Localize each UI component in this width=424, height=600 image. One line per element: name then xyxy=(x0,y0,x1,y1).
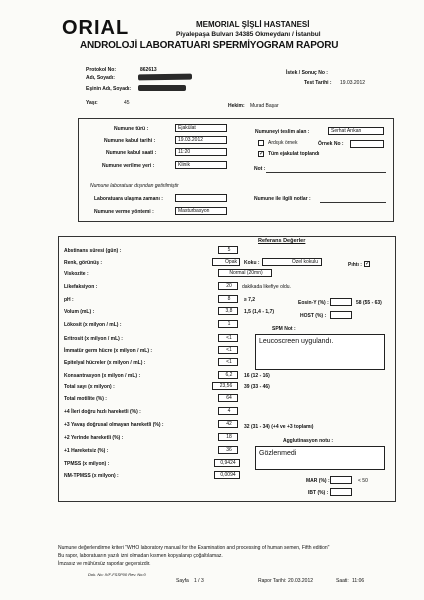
concentration-label: Konsantrasyon (x milyon / mL) : xyxy=(64,373,141,379)
sample-type-field: Ejakülat xyxy=(175,124,227,132)
total-count-field: 23,56 xyxy=(212,382,238,390)
test-date-label: Test Tarihi : xyxy=(304,80,332,86)
clot-checkbox: ✓ xyxy=(365,261,371,267)
doctor-label: Hekim: xyxy=(228,103,245,109)
progressive4-label: +4 İleri doğru hızlı hareketli (%) : xyxy=(64,409,141,415)
odor-field: Özel kokulu xyxy=(262,258,322,266)
hospital-address: Piyalepaşa Bulvarı 34385 Okmeydanı / İstanbul xyxy=(176,31,321,38)
given-form-label: Numune verme yöntemi : xyxy=(94,209,154,215)
total-motility-field: 64 xyxy=(218,394,238,402)
spm-note-field: Leucoscreen uygulandı. xyxy=(255,334,385,370)
odor-label: Koku : xyxy=(244,260,260,266)
accept-date-label: Numune kabul tarihi : xyxy=(104,138,156,144)
accept-date-field: 19.03.2012 xyxy=(175,136,227,144)
mar-field xyxy=(330,476,352,484)
eosin-ref: 58 (55 - 63) xyxy=(356,300,382,306)
redacted-spouse-name xyxy=(138,85,186,91)
agglutination-label: Agglutinasyon notu : xyxy=(283,438,333,444)
immotile-field: 36 xyxy=(218,446,238,454)
host-field xyxy=(330,311,352,319)
accept-time-field: 11:20 xyxy=(175,148,227,156)
hospital-logo: ORIAL xyxy=(62,17,130,39)
given-form-field: Masturbasyon xyxy=(175,207,227,215)
redacted-patient-name xyxy=(138,74,192,81)
footer-page-label: Sayfa xyxy=(176,578,189,584)
accept-time-label: Numune kabul saati : xyxy=(106,150,157,156)
receiver-label: Numuneyi teslim alan : xyxy=(255,129,310,135)
given-place-label: Numune verilme yeri : xyxy=(102,163,155,169)
progressive3-field: 42 xyxy=(218,420,238,428)
footer-signature-notice: İmzasız ve mühürsüz raporlar geçersizdir. xyxy=(58,561,151,567)
total-count-ref: 39 (33 - 46) xyxy=(244,384,270,390)
volume-ref: 1,5 (1,4 - 1,7) xyxy=(244,309,275,315)
viscosity-field: Normal (20mn) xyxy=(218,269,272,277)
volume-label: Volum (mL) : xyxy=(64,309,95,315)
note-label: Not : xyxy=(254,166,266,172)
concentration-field: 6,2 xyxy=(218,371,238,379)
footer-copy-notice: Bu rapor, laboratuarın yazılı izni olmadan kısmen kopyalanıp çoğaltılamaz. xyxy=(58,553,223,559)
nmtpmss-label: NM-TPMSS (x milyon) : xyxy=(64,473,119,479)
abstinence-field: 5 xyxy=(218,246,238,254)
immature-label: İmmatür germ hücre (x milyon / mL) : xyxy=(64,348,153,354)
sample-no-label: Örnek No : xyxy=(318,141,344,147)
inplace-field: 18 xyxy=(218,433,238,441)
sequential-label: Ardışık örnek xyxy=(268,140,298,146)
footer-report-date-value: 20.03.2012 xyxy=(288,578,314,584)
name-label: Adı, Soyadı: xyxy=(86,75,115,81)
arrival-time-field xyxy=(175,194,227,202)
spouse-label: Eşinin Adı, Soyadı: xyxy=(86,86,132,92)
leukocyte-field: 1 xyxy=(218,320,238,328)
immature-field: <1 xyxy=(218,346,238,354)
age-label: Yaşı: xyxy=(86,100,98,106)
ph-field: 8 xyxy=(218,295,238,303)
volume-field: 3,8 xyxy=(218,307,238,315)
total-motility-label: Total motilite (%) : xyxy=(64,396,107,402)
eosin-label: Eosin-Y (%) : xyxy=(298,300,329,306)
receiver-field: Serhat Arıkan xyxy=(328,127,384,135)
spm-note-label: SPM Not : xyxy=(272,326,296,332)
age-value: 45 xyxy=(124,100,130,106)
ph-label: pH : xyxy=(64,297,74,303)
note-line xyxy=(266,172,386,173)
clot-label: Pıhtı : xyxy=(348,262,362,268)
footer-report-date-label: Rapor Tarihi: xyxy=(258,578,287,584)
footer-page-value: 1 / 3 xyxy=(194,578,204,584)
progressive3-label: +3 Yavaş doğrusal olmayan hareketli (%) : xyxy=(64,422,164,428)
eosin-field xyxy=(330,298,352,306)
sample-note-label: Numune ile ilgili notlar : xyxy=(254,196,311,202)
color-field: Opak xyxy=(212,258,240,266)
erythrocyte-label: Eritrosit (x milyon / mL) : xyxy=(64,336,123,342)
host-label: HOST (%) : xyxy=(300,313,327,319)
epithelial-label: Epitelyal hücreler (x milyon / mL) : xyxy=(64,360,146,366)
sample-no-field xyxy=(350,140,384,148)
hospital-name: MEMORIAL ŞİŞLİ HASTANESİ xyxy=(196,20,310,29)
all-collected-label: Tüm ejakulat toplandı xyxy=(268,151,320,157)
protocol-label: Protokol No: xyxy=(86,67,116,73)
liquefaction-field: 20 xyxy=(218,282,238,290)
protocol-value: 862613 xyxy=(140,67,157,73)
request-label: İstek / Sonuç No : xyxy=(286,70,328,76)
footer-time-value: 11:06 xyxy=(352,578,365,584)
footer-criteria: Numune değerlendirme kriteri "WHO laboratory manual for the Examination and processing of human semen, Fifth edition" xyxy=(58,545,330,551)
viscosity-label: Viskozite : xyxy=(64,271,89,277)
epithelial-field: <1 xyxy=(218,358,238,366)
progressive-ref: 32 (31 - 34) (+4 ve +3 toplamı) xyxy=(244,424,314,430)
mar-label: MAR (%) : xyxy=(306,478,330,484)
abstinence-label: Abstinans süresi (gün) : xyxy=(64,248,122,254)
nmtpmss-field: 0,0094 xyxy=(214,471,240,479)
test-date-value: 19.03.2012 xyxy=(340,80,366,86)
reference-header: Referans Değerler xyxy=(258,238,306,244)
color-label: Renk, görünüş : xyxy=(64,260,103,266)
concentration-ref: 16 (12 - 16) xyxy=(244,373,270,379)
inplace-label: +2 Yerinde hareketli (%) : xyxy=(64,435,124,441)
mar-value: < 50 xyxy=(358,478,368,484)
erythrocyte-field: <1 xyxy=(218,334,238,342)
outside-note: Numune laboratuar dışından getirilmiştir xyxy=(90,183,179,189)
footer-doc-no: Dok. No: IVF-FSSP00 Rev. No:0 xyxy=(88,572,146,577)
ibt-field xyxy=(330,488,352,496)
leukocyte-label: Lökosit (x milyon / mL) : xyxy=(64,322,122,328)
liquefaction-unit: dakikada likefiye oldu. xyxy=(242,284,291,290)
liquefaction-label: Likefaksiyon : xyxy=(64,284,98,290)
sample-note-line xyxy=(320,202,386,203)
doctor-value: Murad Başar xyxy=(250,103,279,109)
footer-time-label: Saati: xyxy=(336,578,349,584)
report-title: ANDROLOJİ LABORATUARI SPERMİYOGRAM RAPORU xyxy=(80,40,339,51)
ph-ref: ≥ 7,2 xyxy=(244,297,256,303)
tpmss-label: TPMSS (x milyon) : xyxy=(64,461,110,467)
immotile-label: +1 Hareketsiz (%) : xyxy=(64,448,109,454)
ibt-label: IBT (%) : xyxy=(308,490,329,496)
progressive4-field: 4 xyxy=(218,407,238,415)
all-collected-checkbox: ✓ xyxy=(259,151,265,157)
sequential-checkbox xyxy=(258,140,264,146)
arrival-time-label: Laboratuara ulaşma zamanı : xyxy=(94,196,163,202)
given-place-field: Klinik xyxy=(175,161,227,169)
total-count-label: Total sayı (x milyon) : xyxy=(64,384,115,390)
tpmss-field: 0,9424 xyxy=(214,459,240,467)
agglutination-field: Gözlenmedi xyxy=(255,446,385,470)
sample-type-label: Numune türü : xyxy=(114,126,149,132)
